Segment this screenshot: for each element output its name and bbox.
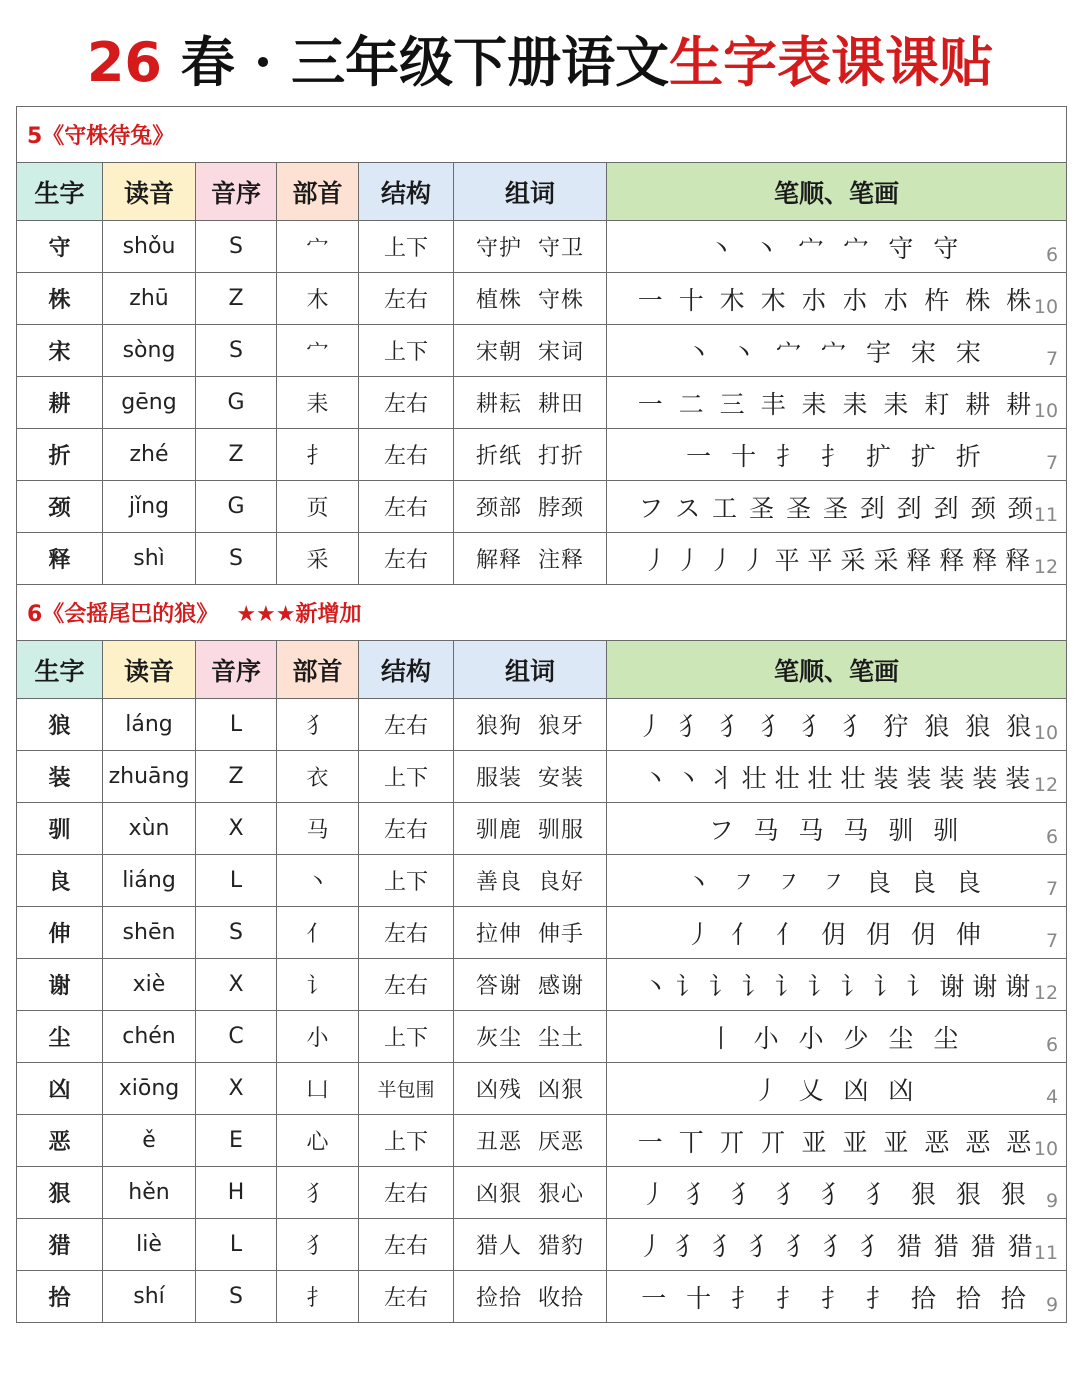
stroke-sequence: 丶 丶 宀 宀 守 守: [708, 233, 965, 263]
pinyin-cell: gēng: [103, 377, 196, 429]
word-1: 颈部: [475, 496, 522, 521]
structure-cell: 左右: [359, 1219, 454, 1271]
radical-cell: 采: [277, 533, 359, 585]
stroke-sequence: フ 马 马 马 驯 驯: [708, 815, 965, 845]
structure-cell: 上下: [359, 325, 454, 377]
radical-cell: 心: [277, 1115, 359, 1167]
stroke-sequence: 丶 丶 宀 宀 宇 宋 宋: [686, 337, 987, 367]
stroke-order-cell: [607, 1115, 1067, 1167]
stroke-order-cell: [607, 1011, 1067, 1063]
word-1: 解释: [475, 548, 522, 573]
initial-cell: X: [196, 1063, 277, 1115]
stroke-count: 12: [1033, 982, 1059, 1004]
stroke-count: 7: [1045, 930, 1059, 952]
stroke-count: 12: [1033, 556, 1059, 578]
initial-cell: H: [196, 1167, 277, 1219]
table-row: [17, 699, 1067, 751]
words-cell: [454, 751, 607, 803]
stroke-order-cell: [607, 855, 1067, 907]
word-2: 厌恶: [538, 1130, 585, 1155]
word-2: 耕田: [538, 392, 585, 417]
word-2: 良好: [538, 870, 585, 895]
radical-cell: 衣: [277, 751, 359, 803]
word-2: 收拾: [538, 1286, 585, 1311]
stroke-count: 4: [1045, 1086, 1059, 1108]
character-cell: 株: [17, 273, 103, 325]
pinyin-cell: shí: [103, 1271, 196, 1323]
header-strokes: 笔顺、笔画: [607, 163, 1067, 221]
radical-cell: 亻: [277, 907, 359, 959]
structure-cell: 左右: [359, 907, 454, 959]
pinyin-cell: shì: [103, 533, 196, 585]
words-cell: [454, 803, 607, 855]
character-cell: 凶: [17, 1063, 103, 1115]
pinyin-cell: chén: [103, 1011, 196, 1063]
radical-cell: 凵: [277, 1063, 359, 1115]
character-cell: 恶: [17, 1115, 103, 1167]
title-highlight: 生字表课课贴: [669, 30, 994, 94]
stroke-sequence: 丿 犭 犭 犭 犭 犭 狠 狠 狠: [641, 1179, 1032, 1209]
structure-cell: 左右: [359, 803, 454, 855]
radical-cell: 犭: [277, 1167, 359, 1219]
structure-cell: 上下: [359, 751, 454, 803]
lesson-title-row: [17, 585, 1067, 641]
header-radical: 部首: [277, 163, 359, 221]
character-cell: 尘: [17, 1011, 103, 1063]
initial-cell: X: [196, 959, 277, 1011]
initial-cell: Z: [196, 429, 277, 481]
lesson-title: 6《会摇尾巴的狼》: [27, 602, 219, 627]
header-words: 组词: [454, 641, 607, 699]
word-2: 驯服: [538, 818, 585, 843]
character-cell: 释: [17, 533, 103, 585]
character-cell: 守: [17, 221, 103, 273]
word-2: 脖颈: [538, 496, 585, 521]
initial-cell: L: [196, 699, 277, 751]
header-words: 组词: [454, 163, 607, 221]
pinyin-cell: xiè: [103, 959, 196, 1011]
words-cell: [454, 1167, 607, 1219]
header-strokes: 笔顺、笔画: [607, 641, 1067, 699]
lesson-title-cell: [17, 107, 1067, 163]
stroke-count: 10: [1033, 296, 1059, 318]
table-row: [17, 377, 1067, 429]
stroke-sequence: 丶 丶 丬 壮 壮 壮 壮 装 装 装 装 装: [642, 763, 1031, 793]
header-row: [17, 641, 1067, 699]
stroke-sequence: 一 丅 丌 丌 亚 亚 亚 恶 恶 恶: [637, 1127, 1036, 1157]
character-cell: 装: [17, 751, 103, 803]
word-2: 猎豹: [538, 1234, 585, 1259]
word-2: 注释: [538, 548, 585, 573]
character-cell: 拾: [17, 1271, 103, 1323]
stroke-order-cell: [607, 803, 1067, 855]
word-1: 凶残: [475, 1078, 522, 1103]
radical-cell: 丶: [277, 855, 359, 907]
initial-cell: Z: [196, 751, 277, 803]
word-1: 灰尘: [475, 1026, 522, 1051]
character-cell: 宋: [17, 325, 103, 377]
stroke-sequence: 丿 犭 犭 犭 犭 犭 犭 猎 猎 猎 猎: [638, 1231, 1035, 1261]
word-1: 守护: [475, 236, 522, 261]
pinyin-cell: xùn: [103, 803, 196, 855]
words-cell: [454, 959, 607, 1011]
stroke-order-cell: [607, 533, 1067, 585]
word-1: 捡拾: [475, 1286, 522, 1311]
lesson-title: 5《守株待兔》: [27, 124, 175, 149]
stroke-sequence: 一 二 三 丰 耒 耒 耒 耓 耕 耕: [637, 389, 1036, 419]
pinyin-cell: xiōng: [103, 1063, 196, 1115]
stroke-order-cell: [607, 221, 1067, 273]
stroke-count: 9: [1045, 1294, 1059, 1316]
word-1: 驯鹿: [475, 818, 522, 843]
table-row: [17, 221, 1067, 273]
initial-cell: S: [196, 325, 277, 377]
title-main: 春 · 三年级下册语文: [161, 30, 670, 94]
stroke-sequence: 丶 讠 讠 讠 讠 讠 讠 讠 讠 谢 谢 谢: [642, 971, 1031, 1001]
words-cell: [454, 1063, 607, 1115]
stroke-count: 6: [1045, 244, 1059, 266]
stroke-order-cell: [607, 1271, 1067, 1323]
words-cell: [454, 907, 607, 959]
word-1: 丑恶: [475, 1130, 522, 1155]
pinyin-cell: zhū: [103, 273, 196, 325]
stroke-count: 12: [1033, 774, 1059, 796]
word-1: 狼狗: [475, 714, 522, 739]
words-cell: [454, 325, 607, 377]
table-row: [17, 1219, 1067, 1271]
initial-cell: E: [196, 1115, 277, 1167]
table-row: [17, 429, 1067, 481]
words-cell: [454, 221, 607, 273]
page-title: [0, 20, 1080, 105]
structure-cell: 左右: [359, 1167, 454, 1219]
table-row: [17, 481, 1067, 533]
word-2: 狠心: [538, 1182, 585, 1207]
words-cell: [454, 429, 607, 481]
word-1: 拉伸: [475, 922, 522, 947]
word-1: 凶狠: [475, 1182, 522, 1207]
word-1: 答谢: [475, 974, 522, 999]
header-row: [17, 163, 1067, 221]
stroke-count: 6: [1045, 1034, 1059, 1056]
stroke-order-cell: [607, 1167, 1067, 1219]
radical-cell: 宀: [277, 325, 359, 377]
word-2: 凶狠: [538, 1078, 585, 1103]
initial-cell: L: [196, 855, 277, 907]
initial-cell: Z: [196, 273, 277, 325]
pinyin-cell: zhé: [103, 429, 196, 481]
structure-cell: 左右: [359, 699, 454, 751]
initial-cell: G: [196, 377, 277, 429]
character-cell: 折: [17, 429, 103, 481]
header-radical: 部首: [277, 641, 359, 699]
radical-cell: 耒: [277, 377, 359, 429]
stroke-count: 7: [1045, 878, 1059, 900]
structure-cell: 左右: [359, 959, 454, 1011]
character-cell: 猎: [17, 1219, 103, 1271]
words-cell: [454, 533, 607, 585]
word-2: 守株: [538, 288, 585, 313]
lesson-note: ★★★新增加: [236, 602, 362, 627]
table-row: [17, 1011, 1067, 1063]
word-2: 感谢: [538, 974, 585, 999]
stroke-count: 11: [1033, 1242, 1059, 1264]
structure-cell: 上下: [359, 1011, 454, 1063]
character-cell: 驯: [17, 803, 103, 855]
word-2: 伸手: [538, 922, 585, 947]
word-2: 安装: [538, 766, 585, 791]
stroke-sequence: 一 十 木 木 朩 朩 朩 杵 株 株: [637, 285, 1036, 315]
radical-cell: 马: [277, 803, 359, 855]
table-row: [17, 325, 1067, 377]
initial-cell: S: [196, 221, 277, 273]
initial-cell: S: [196, 907, 277, 959]
stroke-order-cell: [607, 907, 1067, 959]
stroke-sequence: 丶 ㇇ ㇇ ㇇ 良 良 良: [686, 867, 987, 897]
structure-cell: 左右: [359, 533, 454, 585]
radical-cell: 犭: [277, 699, 359, 751]
word-2: 宋词: [538, 340, 585, 365]
table-row: [17, 1115, 1067, 1167]
character-cell: 颈: [17, 481, 103, 533]
table-row: [17, 959, 1067, 1011]
stroke-order-cell: [607, 959, 1067, 1011]
stroke-order-cell: [607, 377, 1067, 429]
lesson-title-cell: [17, 585, 1067, 641]
stroke-sequence: 一 十 扌 扌 扌 扌 拾 拾 拾: [641, 1283, 1032, 1313]
structure-cell: 上下: [359, 855, 454, 907]
stroke-count: 9: [1045, 1190, 1059, 1212]
character-cell: 良: [17, 855, 103, 907]
header-structure: 结构: [359, 641, 454, 699]
initial-cell: L: [196, 1219, 277, 1271]
radical-cell: 小: [277, 1011, 359, 1063]
words-cell: [454, 1011, 607, 1063]
initial-cell: S: [196, 533, 277, 585]
words-cell: [454, 1219, 607, 1271]
table-row: [17, 533, 1067, 585]
table-row: [17, 855, 1067, 907]
words-cell: [454, 273, 607, 325]
pinyin-cell: láng: [103, 699, 196, 751]
pinyin-cell: liáng: [103, 855, 196, 907]
word-1: 折纸: [475, 444, 522, 469]
structure-cell: 左右: [359, 1271, 454, 1323]
words-cell: [454, 481, 607, 533]
word-1: 宋朝: [475, 340, 522, 365]
character-cell: 狠: [17, 1167, 103, 1219]
stroke-count: 10: [1033, 400, 1059, 422]
word-1: 服装: [475, 766, 522, 791]
stroke-count: 10: [1033, 722, 1059, 744]
pinyin-cell: sòng: [103, 325, 196, 377]
radical-cell: 宀: [277, 221, 359, 273]
word-2: 尘土: [538, 1026, 585, 1051]
table-row: [17, 1271, 1067, 1323]
stroke-order-cell: [607, 1219, 1067, 1271]
stroke-sequence: 丿 丿 丿 丿 平 平 采 采 释 释 释 释: [642, 545, 1031, 575]
pinyin-cell: ě: [103, 1115, 196, 1167]
table-row: [17, 1063, 1067, 1115]
radical-cell: 讠: [277, 959, 359, 1011]
word-2: 狼牙: [538, 714, 585, 739]
table-row: [17, 273, 1067, 325]
stroke-sequence: 丨 小 小 少 尘 尘: [708, 1023, 965, 1053]
stroke-count: 10: [1033, 1138, 1059, 1160]
words-cell: [454, 855, 607, 907]
radical-cell: 木: [277, 273, 359, 325]
radical-cell: 犭: [277, 1219, 359, 1271]
header-character: 生字: [17, 163, 103, 221]
stroke-count: 7: [1045, 452, 1059, 474]
words-cell: [454, 1271, 607, 1323]
pinyin-cell: jǐng: [103, 481, 196, 533]
structure-cell: 左右: [359, 429, 454, 481]
stroke-order-cell: [607, 699, 1067, 751]
pinyin-cell: shǒu: [103, 221, 196, 273]
structure-cell: 半包围: [359, 1063, 454, 1115]
table-row: [17, 907, 1067, 959]
header-pinyin: 读音: [103, 641, 196, 699]
stroke-order-cell: [607, 429, 1067, 481]
header-character: 生字: [17, 641, 103, 699]
words-cell: [454, 1115, 607, 1167]
structure-cell: 上下: [359, 1115, 454, 1167]
stroke-order-cell: [607, 1063, 1067, 1115]
title-year: 26: [86, 31, 162, 94]
header-structure: 结构: [359, 163, 454, 221]
stroke-order-cell: [607, 481, 1067, 533]
character-table: [16, 106, 1067, 1323]
character-cell: 耕: [17, 377, 103, 429]
initial-cell: G: [196, 481, 277, 533]
structure-cell: 上下: [359, 221, 454, 273]
stroke-count: 6: [1045, 826, 1059, 848]
stroke-count: 7: [1045, 348, 1059, 370]
lesson-title-row: [17, 107, 1067, 163]
table-row: [17, 751, 1067, 803]
word-2: 打折: [538, 444, 585, 469]
header-initial: 音序: [196, 163, 277, 221]
header-initial: 音序: [196, 641, 277, 699]
stroke-sequence: フ ス 工 圣 圣 圣 刭 刭 刭 颈 颈: [638, 493, 1035, 523]
stroke-order-cell: [607, 325, 1067, 377]
radical-cell: 扌: [277, 1271, 359, 1323]
stroke-count: 11: [1033, 504, 1059, 526]
pinyin-cell: liè: [103, 1219, 196, 1271]
words-cell: [454, 377, 607, 429]
stroke-sequence: 丿 犭 犭 犭 犭 犭 狞 狼 狼 狼: [637, 711, 1036, 741]
radical-cell: 扌: [277, 429, 359, 481]
header-pinyin: 读音: [103, 163, 196, 221]
word-1: 耕耘: [475, 392, 522, 417]
stroke-order-cell: [607, 751, 1067, 803]
structure-cell: 左右: [359, 481, 454, 533]
character-cell: 狼: [17, 699, 103, 751]
stroke-sequence: 丿 乂 凶 凶: [753, 1075, 920, 1105]
structure-cell: 左右: [359, 377, 454, 429]
word-1: 植株: [475, 288, 522, 313]
initial-cell: S: [196, 1271, 277, 1323]
character-cell: 谢: [17, 959, 103, 1011]
radical-cell: 页: [277, 481, 359, 533]
initial-cell: X: [196, 803, 277, 855]
character-cell: 伸: [17, 907, 103, 959]
word-1: 善良: [475, 870, 522, 895]
words-cell: [454, 699, 607, 751]
table-row: [17, 1167, 1067, 1219]
pinyin-cell: zhuāng: [103, 751, 196, 803]
word-2: 守卫: [538, 236, 585, 261]
stroke-order-cell: [607, 273, 1067, 325]
stroke-sequence: 一 十 扌 扌 扩 扩 折: [686, 441, 987, 471]
initial-cell: C: [196, 1011, 277, 1063]
structure-cell: 左右: [359, 273, 454, 325]
pinyin-cell: shēn: [103, 907, 196, 959]
stroke-sequence: 丿 亻 亻 仴 仴 仴 伸: [686, 919, 987, 949]
table-row: [17, 803, 1067, 855]
pinyin-cell: hěn: [103, 1167, 196, 1219]
word-1: 猎人: [475, 1234, 522, 1259]
